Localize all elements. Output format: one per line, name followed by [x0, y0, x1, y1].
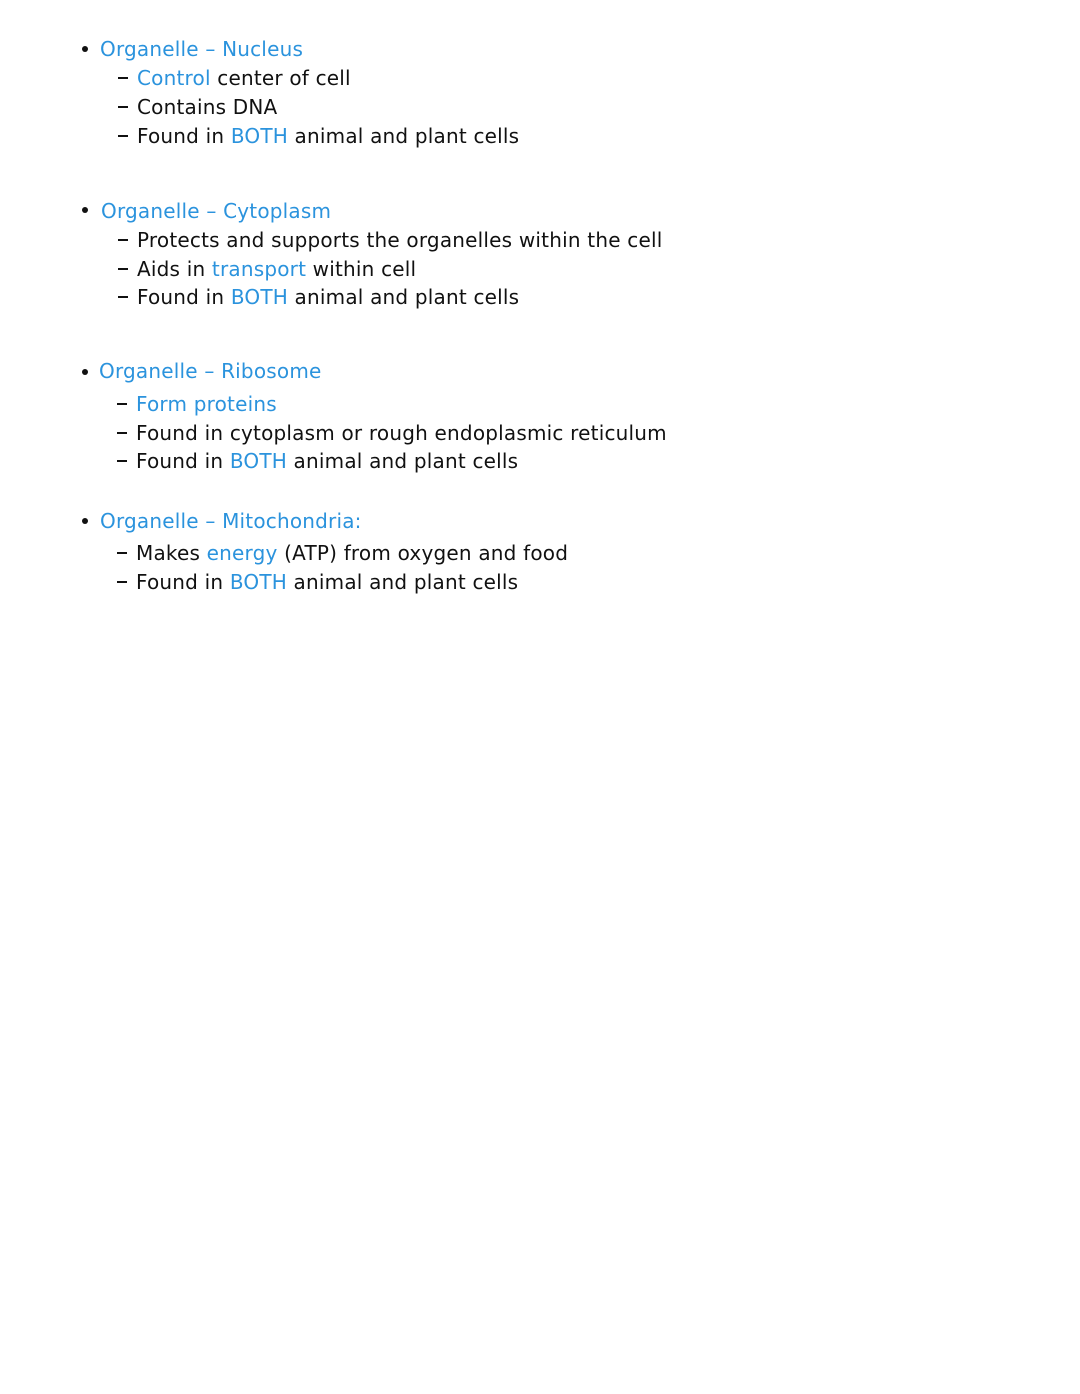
list-item — [118, 255, 416, 283]
bullet-icon — [82, 46, 88, 52]
dash-icon — [118, 268, 128, 270]
dash-icon — [117, 581, 127, 583]
item-text: Makes — [136, 541, 207, 565]
item-text: Found in — [136, 449, 230, 473]
dash-icon — [118, 239, 128, 241]
dash-icon — [118, 296, 128, 298]
list-item — [117, 568, 518, 596]
item-text: within cell — [306, 257, 417, 281]
item-text: center of cell — [210, 66, 351, 90]
highlight-text: Control — [137, 66, 211, 90]
item-text: Found in — [137, 124, 231, 148]
item-text: Contains DNA — [137, 95, 278, 119]
section-heading: Organelle – Ribosome — [99, 359, 322, 383]
item-text: animal and plant cells — [288, 124, 520, 148]
list-item — [117, 447, 518, 475]
dash-icon — [118, 106, 128, 108]
list-item — [118, 122, 519, 150]
section-heading: Organelle – Nucleus — [100, 37, 304, 61]
dash-icon — [117, 432, 127, 434]
highlight-text: energy — [206, 541, 278, 565]
bullet-icon — [82, 207, 88, 213]
dash-icon — [118, 77, 128, 79]
dash-icon — [117, 460, 127, 462]
dash-icon — [117, 403, 127, 405]
item-text: (ATP) from oxygen and food — [277, 541, 569, 565]
list-item — [117, 390, 277, 418]
bullet-icon — [82, 369, 88, 375]
item-text: Found in — [137, 285, 231, 309]
list-item — [118, 93, 277, 121]
section-heading: Organelle – Mitochondria: — [100, 509, 362, 533]
list-item — [117, 539, 568, 567]
highlight-text: transport — [211, 257, 307, 281]
list-item — [117, 419, 667, 447]
item-text: Found in — [136, 570, 230, 594]
item-text: Protects and supports the organelles within the cell — [137, 228, 663, 252]
item-text: Aids in — [137, 257, 212, 281]
item-text: animal and plant cells — [287, 449, 519, 473]
section-heading: Organelle – Cytoplasm — [101, 199, 332, 223]
item-text: Found in cytoplasm or rough endoplasmic reticulum — [136, 421, 667, 445]
bullet-icon — [82, 518, 88, 524]
item-text: animal and plant cells — [287, 570, 519, 594]
highlight-text: Form proteins — [136, 392, 277, 416]
highlight-text: BOTH — [229, 570, 287, 594]
highlight-text: BOTH — [230, 124, 288, 148]
dash-icon — [118, 135, 128, 137]
item-text: animal and plant cells — [288, 285, 520, 309]
list-item — [118, 64, 351, 92]
list-item — [118, 226, 662, 254]
list-item — [118, 283, 519, 311]
dash-icon — [117, 552, 127, 554]
highlight-text: BOTH — [230, 285, 288, 309]
highlight-text: BOTH — [229, 449, 287, 473]
